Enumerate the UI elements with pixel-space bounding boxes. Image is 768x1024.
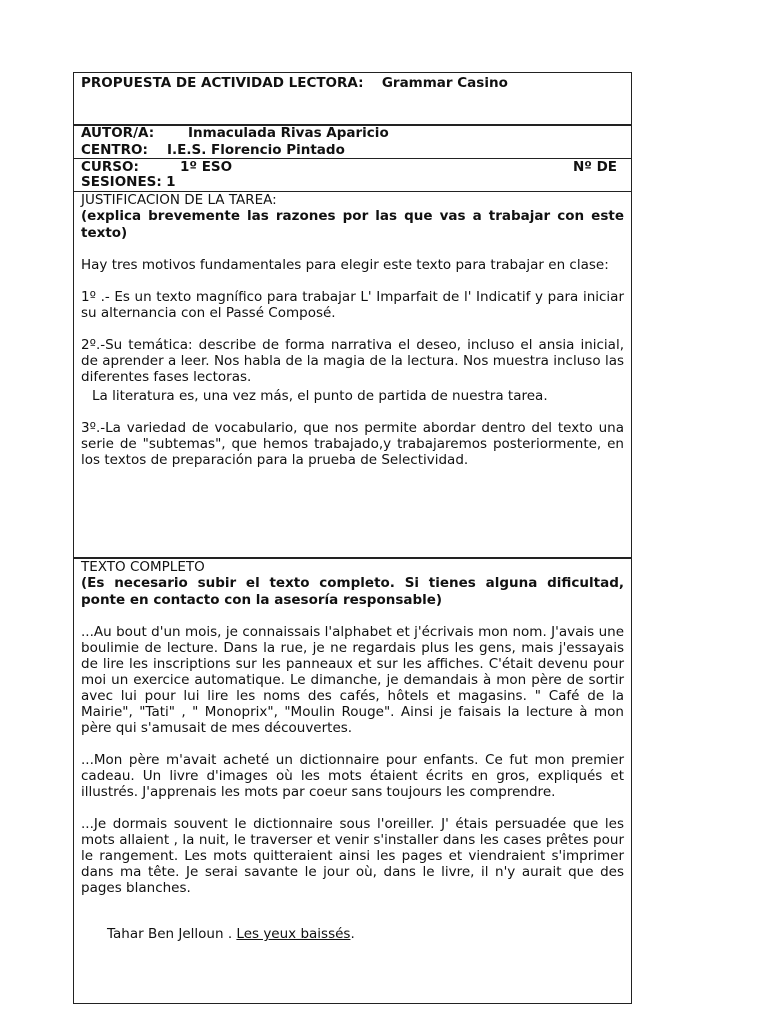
citation-title: Les yeux baissés	[236, 926, 351, 942]
nde-label: Nº DE	[572, 159, 617, 175]
reason-2b: La literatura es, una vez más, el punto de partida de nuestra tarea.	[92, 388, 548, 404]
curso-label: CURSO:	[81, 159, 139, 175]
citation-end: .	[350, 926, 355, 942]
sesiones-label: SESIONES:	[81, 174, 162, 190]
author-row	[74, 125, 631, 159]
fulltext-subtitle: (Es necesario subir el texto completo. Si tienes alguna dificultad, ponte en contacto con la asesoría responsable)	[81, 575, 624, 608]
author-label: AUTOR/A:	[81, 125, 155, 141]
reason-3: 3º.-La variedad de vocabulario, que nos permite abordar dentro del texto una serie de "subtemas", que hemos trabajado,y trabajaremos posteriormente, en los textos de preparación para la prueba de Selectividad.	[81, 420, 624, 468]
course-row	[74, 160, 631, 190]
activity-form	[73, 72, 632, 1004]
centro-label: CENTRO:	[81, 142, 148, 158]
citation-author: Tahar Ben Jelloun .	[107, 926, 237, 942]
author-value: Inmaculada Rivas Aparicio	[188, 125, 389, 141]
sesiones-value: 1	[166, 174, 176, 190]
justification-intro: Hay tres motivos fundamentales para elegir este texto para trabajar en clase:	[81, 257, 609, 273]
justification-title: JUSTIFICACION DE LA TAREA:	[81, 192, 277, 208]
reason-1: 1º .- Es un texto magnífico para trabajar L' Imparfait de l' Indicatif y para iniciar su alternancia con el Passé Composé.	[81, 289, 624, 321]
header-label: PROPUESTA DE ACTIVIDAD LECTORA:	[81, 75, 364, 91]
fulltext-section	[74, 559, 631, 942]
reason-2: 2º.-Su temática: describe de forma narrativa el deseo, incluso el ansia inicial, de aprender a leer. Nos habla de la magia de la lectura. Nos muestra incluso las diferentes fases lectoras.	[81, 337, 624, 385]
curso-value: 1º ESO	[180, 159, 233, 175]
citation	[81, 926, 624, 942]
text-paragraph-3: ...Je dormais souvent le dictionnaire sous l'oreiller. J' étais persuadée que les mots allaient , la nuit, le traverser et venir s'installer dans les cases prêtes pour le rangement. Les mots quitteraient ainsi les pages et viendraient s'imprimer dans ma tête. Je serai savante le jour où, dans le livre, il n'y aurait que des pages blanches.	[81, 816, 624, 896]
justification-subtitle: (explica brevemente las razones por las que vas a trabajar con este texto)	[81, 208, 624, 241]
text-paragraph-1: ...Au bout d'un mois, je connaissais l'alphabet et j'écrivais mon nom. J'avais une boulimie de lecture. Dans la rue, je ne regardais plus les gens, mais j'essayais de lire les inscriptions sur les panneaux et sur les affiches. C'était devenu pour moi un exercice automatique. Le dimanche, je demandais à mon père de sortir avec lui pour lui lire les noms des cafés, hôtels et magasins. " Café de la Mairie", "Tati" , " Monoprix", "Moulin Rouge". Ainsi je faisais la lecture à mon père qui s'amusait de mes découvertes.	[81, 624, 624, 736]
text-paragraph-2: ...Mon père m'avait acheté un dictionnaire pour enfants. Ce fut mon premier cadeau. Un livre d'images où les mots étaient écrits en gros, expliqués et illustrés. J'apprenais les mots par coeur sans toujours les comprendre.	[81, 752, 624, 800]
divider	[74, 158, 631, 159]
justification-section	[74, 192, 631, 468]
fulltext-title: TEXTO COMPLETO	[81, 559, 205, 575]
header-title: Grammar Casino	[381, 75, 508, 91]
header-row	[74, 75, 631, 92]
centro-value: I.E.S. Florencio Pintado	[167, 142, 345, 158]
